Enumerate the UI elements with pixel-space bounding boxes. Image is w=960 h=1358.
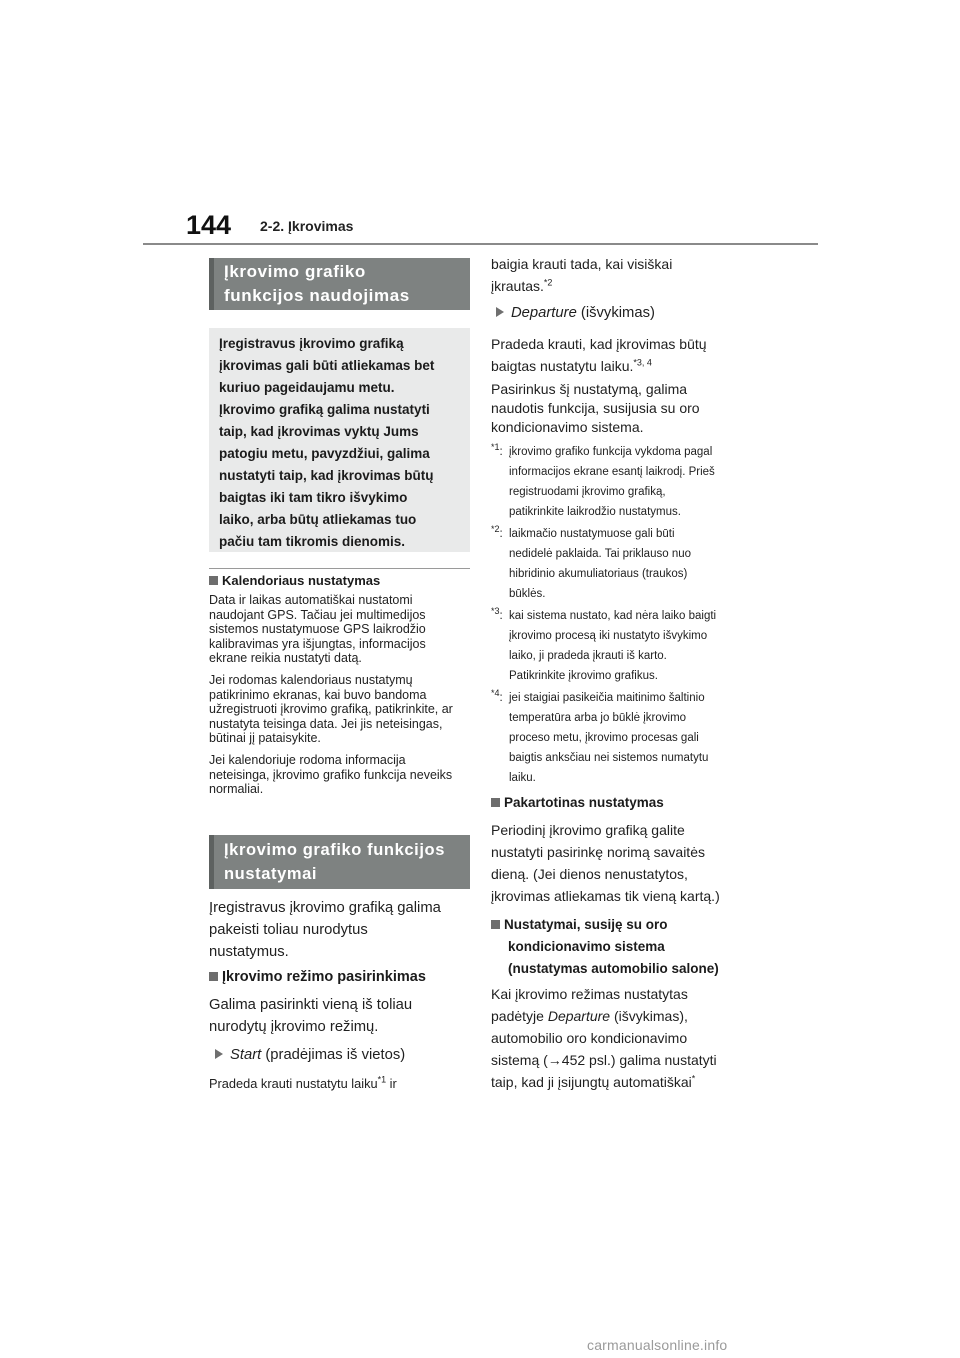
intro-line: nustatyti taip, kad įkrovimas būtų (219, 468, 434, 483)
footnote-mark: *1 (491, 442, 500, 453)
settings-intro: Įregistravus įkrovimo grafiką galima pakeisti toliau nurodytus nustatymus. (209, 900, 441, 960)
triangle-bullet-icon (496, 307, 504, 317)
intro-line: įkrovimas gali būti atliekamas bet (219, 358, 435, 373)
page-reference-arrow-icon: → (547, 1052, 562, 1068)
calendar-text (209, 593, 467, 804)
start-description-continued: baigia krauti tada, kai visiškai įkrautas.$^{*2}$ (491, 256, 673, 294)
watermark: carmanualsonline.info (587, 1337, 728, 1353)
calendar-paragraph: Jei kalendoriuje rodoma informacija neteisinga, įkrovimo grafiko funkcija neveiks normaliai. (209, 752, 453, 797)
section-divider (209, 568, 470, 569)
intro-line: baigtas iki tam tikro išvykimo (219, 490, 408, 505)
header-divider (143, 243, 818, 245)
climate-settings-heading: Nustatymai, susiję su oro kondicionavimo sistema (nustatymas automobilio salone) (491, 914, 759, 980)
start-mode-description: Pradeda krauti nustatytu laiku$^{*1}$ ir (209, 1074, 397, 1091)
footnote: $^{*3}$: kai sistema nustato, kad nėra laiko baigti įkrovimo procesą iki nustatyto išvykimo laiko, ji pradeda įkrauti iš karto. Patikrinkite įkrovimo grafikus. (491, 606, 717, 682)
page-number: 144 (186, 210, 232, 240)
calendar-paragraph: Data ir laikas automatiškai nustatomi naudojant GPS. Tačiau jei multimedijos sistemos nustatymuose GPS laikrodžio kalibravimas yra išjungtas, informacijos ekrane reikia nustatyti datą. (209, 593, 426, 666)
title-line: funkcijos naudojimas (224, 286, 410, 305)
intro-line: kuriuo pageidaujamu metu. (219, 380, 395, 395)
calendar-paragraph: Jei rodomas kalendoriaus nustatymų patikrinimo ekranas, kai buvo bandoma užregistruoti įkrovimo grafiką, patikrinkite, ar nustatyta teisinga data. Jei jis neteisingas, būtinai jį pataisykite. (209, 672, 453, 746)
footnote: $^{*2}$: laikmačio nustatymuose gali būti nedidelė paklaida. Tai priklauso nuo hibridinio akumuliatoriaus (traukos) būklės. (491, 524, 692, 600)
intro-line: laiko, arba būtų atliekamas tuo (219, 512, 417, 527)
title-accent-bar (209, 835, 214, 889)
mode-selection-heading: Įkrovimo režimo pasirinkimas (209, 969, 470, 985)
intro-line: patogiu metu, pavyzdžiui, galima (219, 446, 430, 461)
start-mode-item: Start (pradėjimas iš vietos) (215, 1044, 476, 1066)
square-bullet-icon (491, 920, 500, 929)
footnote: $^{*4}$: jei staigiai pasikeičia maitinimo šaltinio temperatūra arba jo būklė įkrovimo proceso metu, įkrovimo procesas gali baigtis anksčiau nei sistemos numatytu laiku. (491, 688, 709, 784)
footnote-mark: *4 (491, 688, 500, 699)
square-bullet-icon (209, 576, 218, 585)
section-title-schedule-settings (209, 835, 470, 889)
calendar-heading: Kalendoriaus nustatymas (209, 573, 470, 588)
title-line: Įkrovimo grafiko funkcijos (224, 841, 445, 859)
section-label: 2-2. Įkrovimas (260, 218, 354, 234)
footnote: $^{*1}$: įkrovimo grafiko funkcija vykdoma pagal informacijos ekrane esantį laikrodį. Prieš registruodami įkrovimo grafiką, patikrinkite laikrodžio nustatymus. (491, 442, 715, 518)
mode-selection-text: Galima pasirinkti vieną iš toliau nurodytų įkrovimo režimų. (209, 997, 413, 1035)
triangle-bullet-icon (215, 1049, 223, 1059)
square-bullet-icon (209, 972, 218, 981)
air-conditioning-note: Pasirinkus šį nustatymą, galima naudotis funkcija, susijusia su oro kondicionavimo sistema. (491, 381, 700, 435)
departure-mode-description: Pradeda krauti, kad įkrovimas būtų baigtas nustatytu laiku.$^{*3, 4}$ (491, 336, 707, 374)
repeat-setting-text: Periodinį įkrovimo grafiką galite nustatyti pasirinkę norimą savaitės dieną. (Jei dienos nenustatytos, įkrovimas atliekamas tik vieną kartą.) (491, 822, 720, 904)
departure-mode-item: Departure (išvykimas) (496, 302, 764, 324)
intro-line: pačiu tam tikromis dienomis. (219, 534, 406, 549)
climate-settings-text: Kai įkrovimo režimas nustatytas padėtyje Departure (išvykimas), automobilio oro kondicionavimo sistemą (→452 psl.) galima nustatyti taip, kad ji įsijungtų automatiškai* (491, 986, 717, 1090)
section-title-schedule-use (209, 258, 470, 310)
footnote-mark: *3 (491, 606, 500, 617)
intro-summary-box (209, 328, 470, 552)
intro-line: Įkrovimo grafiką galima nustatyti (219, 402, 430, 417)
title-line: nustatymai (224, 865, 318, 883)
repeat-setting-heading: Pakartotinas nustatymas (491, 795, 759, 810)
intro-line: Įregistravus įkrovimo grafiką (219, 336, 404, 351)
intro-line: taip, kad įkrovimas vyktų Jums (219, 424, 419, 439)
square-bullet-icon (491, 798, 500, 807)
title-line: Įkrovimo grafiko (224, 262, 366, 281)
footnote-mark: *2 (491, 524, 500, 535)
title-accent-bar (209, 258, 214, 310)
